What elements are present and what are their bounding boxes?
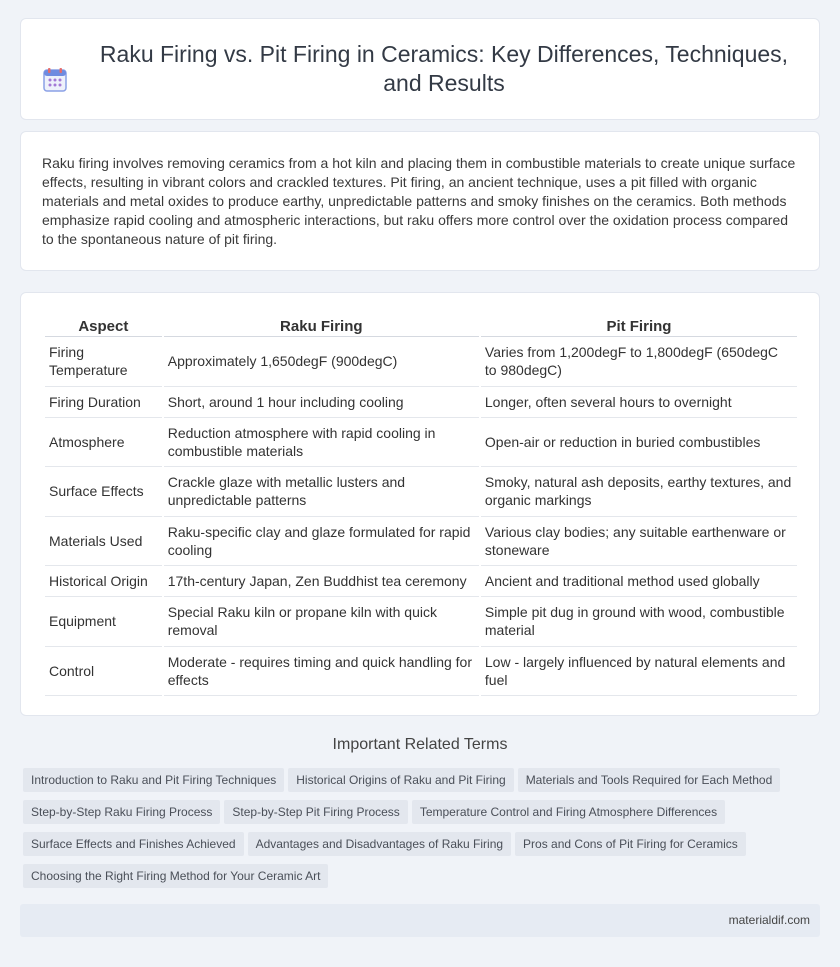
aspect-cell: Control <box>45 647 162 697</box>
aspect-cell: Historical Origin <box>45 566 162 597</box>
aspect-cell: Materials Used <box>45 517 162 567</box>
related-terms-heading: Important Related Terms <box>332 736 508 753</box>
aspect-cell: Atmosphere <box>45 418 162 468</box>
raku-cell: 17th-century Japan, Zen Buddhist tea ceremony <box>164 566 479 597</box>
aspect-cell: Firing Temperature <box>45 337 162 387</box>
pit-cell: Varies from 1,200degF to 1,800degF (650degC to 980degC) <box>481 337 797 387</box>
calendar-grid-icon <box>41 66 69 94</box>
related-term-tag[interactable]: Introduction to Raku and Pit Firing Techniques <box>23 768 284 792</box>
table-row <box>45 337 797 387</box>
related-term-tag[interactable]: Surface Effects and Finishes Achieved <box>23 832 244 856</box>
table-row <box>45 467 797 517</box>
column-header: Raku Firing <box>164 313 479 337</box>
intro-paragraph: Raku firing involves removing ceramics from a hot kiln and placing them in combustible materials to create unique surface effects, resulting in vibrant colors and crackled textures. Pit firing, an ancient technique, uses a pit filled with organic materials and metal oxides to produce earthy, unpredictable patterns and smoky finishes on the ceramics. Both methods emphasize rapid cooling and atmospheric interactions, but raku offers more control over the oxidation process compared to the spontaneous nature of pit firing. <box>42 155 796 247</box>
pit-cell: Longer, often several hours to overnight <box>481 387 797 418</box>
related-term-tag[interactable]: Step-by-Step Pit Firing Process <box>224 800 407 824</box>
related-term-tag[interactable]: Choosing the Right Firing Method for Your Ceramic Art <box>23 864 328 888</box>
column-header: Pit Firing <box>481 313 797 337</box>
related-term-tag[interactable]: Advantages and Disadvantages of Raku Firing <box>248 832 511 856</box>
related-term-tag[interactable]: Temperature Control and Firing Atmosphere Differences <box>412 800 725 824</box>
table-row <box>45 597 797 647</box>
aspect-cell: Equipment <box>45 597 162 647</box>
aspect-cell: Surface Effects <box>45 467 162 517</box>
comparison-card <box>20 292 820 716</box>
related-term-tag[interactable]: Materials and Tools Required for Each Method <box>518 768 781 792</box>
raku-cell: Reduction atmosphere with rapid cooling in combustible materials <box>164 418 479 468</box>
column-header: Aspect <box>45 313 162 337</box>
table-header-row <box>45 313 797 337</box>
related-term-tag[interactable]: Pros and Cons of Pit Firing for Ceramics <box>515 832 746 856</box>
footer <box>20 904 820 937</box>
raku-cell: Special Raku kiln or propane kiln with quick removal <box>164 597 479 647</box>
pit-cell: Ancient and traditional method used globally <box>481 566 797 597</box>
raku-cell: Raku-specific clay and glaze formulated for rapid cooling <box>164 517 479 567</box>
aspect-cell: Firing Duration <box>45 387 162 418</box>
pit-cell: Various clay bodies; any suitable earthenware or stoneware <box>481 517 797 567</box>
table-row <box>45 647 797 697</box>
comparison-table <box>43 313 799 696</box>
raku-cell: Short, around 1 hour including cooling <box>164 387 479 418</box>
pit-cell: Simple pit dug in ground with wood, combustible material <box>481 597 797 647</box>
pit-cell: Low - largely influenced by natural elements and fuel <box>481 647 797 697</box>
title-card <box>20 18 820 120</box>
footer-site-link[interactable]: materialdif.com <box>728 913 810 927</box>
intro-card <box>20 131 820 271</box>
related-terms-list <box>23 768 803 896</box>
raku-cell: Crackle glaze with metallic lusters and unpredictable patterns <box>164 467 479 517</box>
page-title: Raku Firing vs. Pit Firing in Ceramics: Key Differences, Techniques, and Results <box>99 41 789 96</box>
table-row <box>45 387 797 418</box>
raku-cell: Moderate - requires timing and quick handling for effects <box>164 647 479 697</box>
raku-cell: Approximately 1,650degF (900degC) <box>164 337 479 387</box>
table-row <box>45 517 797 567</box>
related-term-tag[interactable]: Step-by-Step Raku Firing Process <box>23 800 220 824</box>
pit-cell: Open-air or reduction in buried combustibles <box>481 418 797 468</box>
table-row <box>45 418 797 468</box>
pit-cell: Smoky, natural ash deposits, earthy textures, and organic markings <box>481 467 797 517</box>
related-term-tag[interactable]: Historical Origins of Raku and Pit Firing <box>288 768 513 792</box>
table-row <box>45 566 797 597</box>
